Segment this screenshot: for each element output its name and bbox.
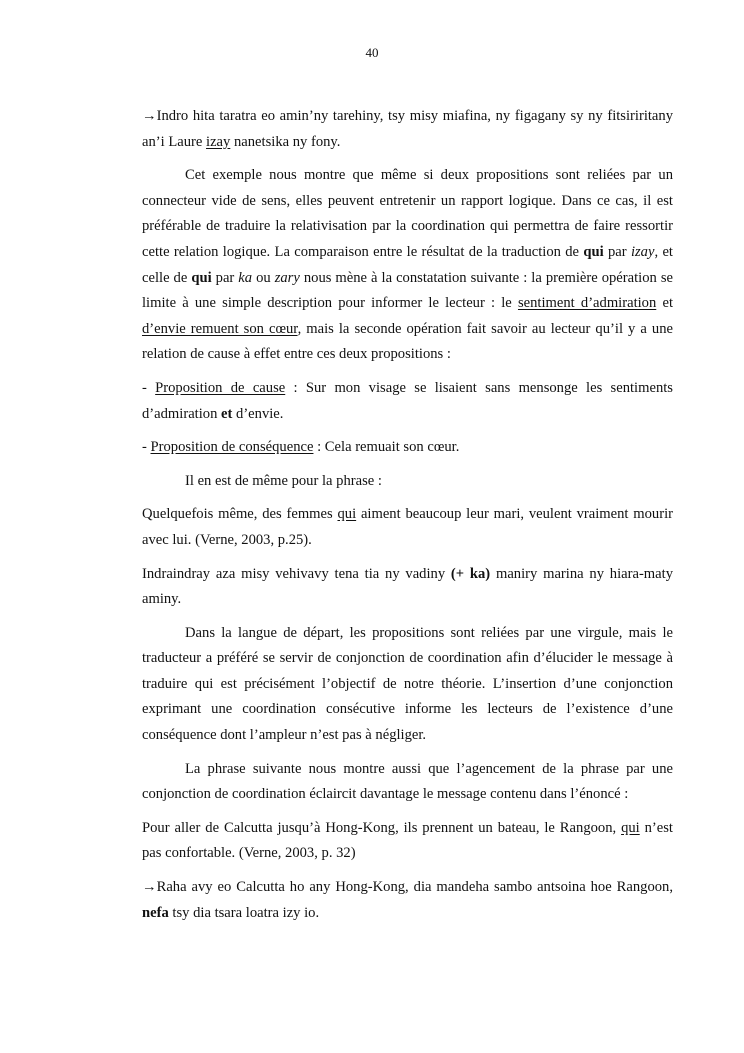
paragraph-intro-phrase: Il en est de même pour la phrase : xyxy=(185,472,382,489)
text: et xyxy=(656,295,673,312)
page-number: 40 xyxy=(365,45,379,60)
text: Quelquefois même, des femmes xyxy=(142,506,338,523)
text: - xyxy=(142,379,156,396)
paragraph-commentary-1: Dans la langue de départ, les propositions sont reliées par une virgule, mais le traducteur a préféré se servir de conjonction de coordination afin d’élucider le message à traduire qui est précisément l’objectif de notre théorie. L’insertion d’une conjonction exprimant une coordination consécutive informe les lecteurs de l’existence d’une conséquence dont l’ampleur n’est pas à négliger. xyxy=(142,624,673,744)
bold-word-et: et xyxy=(221,405,233,422)
bold-word-qui: qui xyxy=(191,269,212,286)
text: →Raha avy eo Calcutta ho any Hong-Kong, dia mandeha sambo antsoina hoe Rangoon, xyxy=(142,879,673,896)
underlined-label-cause: Proposition de cause xyxy=(155,379,286,396)
bold-word-qui: qui xyxy=(583,243,604,260)
text: - xyxy=(142,439,151,456)
underlined-phrase-admiration: sentiment d’admiration xyxy=(517,295,657,312)
text: aiment beaucoup leur mari, veulent vraiment mourir avec lui. (Verne, 2003, p.25). xyxy=(142,506,673,548)
paragraph-french-quote-1 xyxy=(142,502,673,553)
text: Indraindray aza misy vehivavy tena tia ny vadiny xyxy=(142,565,451,582)
text: , mais la seconde opération fait savoir au lecteur qu’il y a une relation de cause à effet entre ces deux propositions : xyxy=(142,320,673,363)
bold-insertion-ka: (+ ka) xyxy=(450,565,491,582)
paragraph-malagasy-translation-1 xyxy=(142,104,673,155)
underlined-label-consequence: Proposition de conséquence xyxy=(150,439,314,456)
underlined-phrase-envie: d’envie remuent son cœur xyxy=(142,320,298,337)
text: maniry marina ny hiara-maty aminy. xyxy=(142,565,673,608)
text: →Indro hita taratra eo amin’ny tarehiny, tsy misy miafina, ny figagany sy ny fitsiriritany an’i Laure xyxy=(142,108,673,150)
paragraph-french-quote-2 xyxy=(142,816,673,867)
text: nanetsika ny fony. xyxy=(230,133,341,150)
italic-word-zary: zary xyxy=(274,269,300,286)
text: n’est pas confortable. (Verne, 2003, p. 32) xyxy=(142,819,673,862)
text: nous mène à la constatation suivante : la première opération se limite à une simple description pour informer le lecteur : le xyxy=(142,269,673,312)
paragraph-analysis xyxy=(142,163,673,368)
paragraph-malagasy-translation-3 xyxy=(142,875,673,926)
text: ou xyxy=(252,269,275,286)
underlined-word-qui: qui xyxy=(621,819,640,836)
bold-word-nefa: nefa xyxy=(142,904,169,921)
paragraph-malagasy-translation-2 xyxy=(142,562,673,613)
text: par xyxy=(211,269,239,286)
text: , et celle de xyxy=(142,243,673,286)
text: : Cela remuait son cœur. xyxy=(313,439,460,456)
paragraph-proposition-cause xyxy=(142,376,673,427)
text: par xyxy=(603,243,631,260)
paragraph-commentary-2: La phrase suivante nous montre aussi que l’agencement de la phrase par une conjonction de coordination éclaircit davantage le message contenu dans l’énoncé : xyxy=(142,760,673,803)
text: : Sur mon visage se lisaient sans mensonge les sentiments d’admiration xyxy=(142,379,673,422)
underlined-word-izay: izay xyxy=(206,133,231,150)
italic-word-ka: ka xyxy=(238,269,253,286)
text: Cet exemple nous montre que même si deux propositions sont reliées par un connecteur vide de sens, elles peuvent entretenir un rapport logique. Dans ce cas, il est préférable de traduire la relativisation par la coordination qui permettra de faire ressortir cette relation logique. La comparaison entre le résultat de la traduction de xyxy=(142,167,673,260)
underlined-word-qui: qui xyxy=(337,506,357,523)
paragraph-proposition-consequence xyxy=(142,435,673,461)
page-body xyxy=(142,104,673,934)
text: d’envie. xyxy=(232,405,284,422)
italic-word-izay: izay xyxy=(630,243,655,260)
text: tsy dia tsara loatra izy io. xyxy=(168,904,320,921)
text: Pour aller de Calcutta jusqu’à Hong-Kong, ils prennent un bateau, le Rangoon, xyxy=(142,819,622,836)
